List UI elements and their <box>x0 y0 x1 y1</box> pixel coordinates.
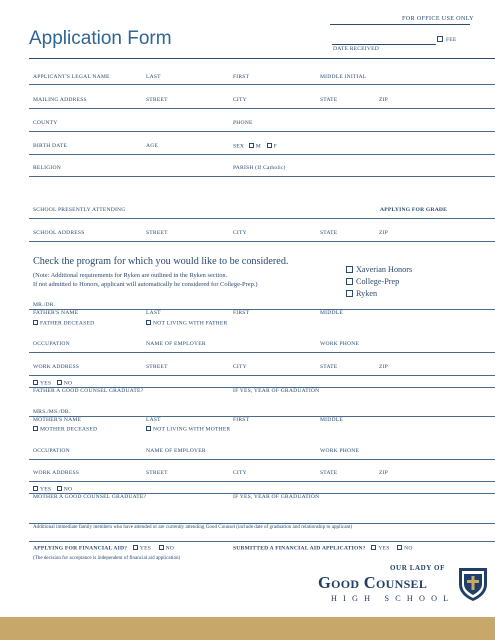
religion-label: RELIGION <box>33 165 62 171</box>
footer-gold-bar <box>0 617 495 640</box>
applying-aid-label: APPLYING FOR FINANCIAL AID? <box>33 545 128 552</box>
program-option-college-prep[interactable] <box>346 277 399 286</box>
father-gc-yes-label: YES <box>40 380 52 387</box>
school-zip: ZIP <box>379 230 388 236</box>
mother-gc-yes-checkbox[interactable] <box>33 486 38 491</box>
father-occupation-label: OCCUPATION <box>33 341 70 347</box>
father-not-living-label: NOT LIVING WITH FATHER <box>153 320 228 327</box>
mailing-street: STREET <box>146 97 168 103</box>
mother-not-living-option[interactable] <box>146 426 230 433</box>
logo-our-lady-text: OUR LADY OF <box>390 564 445 572</box>
family-members-label: Additional immediate family members who have attended or are currently attending Good Counsel (include date of graduation and relationship to applicant) <box>33 524 353 530</box>
mother-employer-label: NAME OF EMPLOYER <box>146 448 206 454</box>
applying-grade-label: APPLYING FOR GRADE <box>380 207 448 213</box>
father-not-living-option[interactable] <box>146 320 227 327</box>
parish-label: PARISH (If Catholic) <box>233 165 286 171</box>
school-address-label: SCHOOL ADDRESS <box>33 230 85 236</box>
mother-not-living-checkbox[interactable] <box>146 426 151 431</box>
religion-row-line[interactable] <box>29 176 495 177</box>
form-top-border <box>29 58 495 59</box>
father-deceased-checkbox[interactable] <box>33 320 38 325</box>
mother-work-city: CITY <box>233 470 247 476</box>
mother-occupation-row-line[interactable] <box>29 459 495 460</box>
legal-name-middle-initial: MIDDLE INITIAL <box>320 74 367 80</box>
mother-deceased-option[interactable] <box>33 426 97 433</box>
father-not-living-checkbox[interactable] <box>146 320 151 325</box>
father-middle: MIDDLE <box>320 310 343 316</box>
mother-deceased-label: MOTHER DECEASED <box>40 426 98 433</box>
father-work-phone-label: WORK PHONE <box>320 341 360 347</box>
mailing-row-line[interactable] <box>29 108 495 109</box>
mother-last: LAST <box>146 417 161 423</box>
legal-name-row-line[interactable] <box>29 84 495 85</box>
ryken-checkbox[interactable] <box>346 290 353 297</box>
birth-date-label: BIRTH DATE <box>33 143 68 149</box>
county-label: COUNTY <box>33 120 58 126</box>
mother-gc-yes-no[interactable] <box>33 486 72 493</box>
age-label: AGE <box>146 143 159 149</box>
mother-salutation: MRS./MS./DR. <box>33 409 71 415</box>
mailing-zip: ZIP <box>379 97 388 103</box>
father-name-row-line[interactable] <box>29 309 495 310</box>
father-work-address-label: WORK ADDRESS <box>33 364 80 370</box>
father-gc-grad-label: FATHER A GOOD COUNSEL GRADUATE? <box>33 388 144 394</box>
county-row-line[interactable] <box>29 131 495 132</box>
father-gc-no-checkbox[interactable] <box>57 380 62 385</box>
mother-work-address-label: WORK ADDRESS <box>33 470 80 476</box>
mother-gc-grad-label: MOTHER A GOOD COUNSEL GRADUATE? <box>33 494 147 500</box>
mother-work-phone-label: WORK PHONE <box>320 448 360 454</box>
sex-m-checkbox[interactable] <box>249 143 254 148</box>
office-use-divider <box>330 24 470 25</box>
program-option-xaverian[interactable] <box>346 265 412 274</box>
xaverian-label: Xaverian Honors <box>356 265 413 274</box>
submitted-no-checkbox[interactable] <box>397 545 402 550</box>
father-gc-row-line[interactable] <box>29 387 495 388</box>
father-work-state: STATE <box>320 364 338 370</box>
program-heading: Check the program for which you would like to be considered. <box>33 256 289 267</box>
college-prep-label: College-Prep <box>356 277 400 286</box>
aid-no-checkbox[interactable] <box>159 545 164 550</box>
father-salutation: MR./DR. <box>33 302 56 308</box>
sex-label-text: SEX <box>233 143 245 150</box>
mother-name-label: MOTHER'S NAME <box>33 417 82 423</box>
father-gc-yes-no[interactable] <box>33 380 72 387</box>
legal-name-last: LAST <box>146 74 161 80</box>
mother-middle: MIDDLE <box>320 417 343 423</box>
legal-name-first: FIRST <box>233 74 250 80</box>
logo-name-text: Good Counsel <box>318 573 428 592</box>
mother-gc-yes-label: YES <box>40 486 52 493</box>
page-title: Application Form <box>29 28 172 49</box>
school-state: STATE <box>320 230 338 236</box>
father-first: FIRST <box>233 310 250 316</box>
mother-work-row-line[interactable] <box>29 481 495 482</box>
father-work-street: STREET <box>146 364 168 370</box>
school-row-line[interactable] <box>29 218 495 219</box>
father-deceased-option[interactable] <box>33 320 94 327</box>
mother-work-street: STREET <box>146 470 168 476</box>
father-employer-label: NAME OF EMPLOYER <box>146 341 206 347</box>
father-deceased-label: FATHER DECEASED <box>40 320 95 327</box>
family-row-line-2[interactable] <box>29 541 495 542</box>
mailing-state: STATE <box>320 97 338 103</box>
legal-name-label: APPLICANT'S LEGAL NAME <box>33 74 110 80</box>
submitted-aid-label: SUBMITTED A FINANCIAL AID APPLICATION? <box>233 545 366 552</box>
father-work-row-line[interactable] <box>29 375 495 376</box>
mother-gc-no-label: NO <box>63 486 73 493</box>
mother-not-living-label: NOT LIVING WITH MOTHER <box>153 426 231 433</box>
father-name-label: FATHER'S NAME <box>33 310 79 316</box>
logo-high-school-text: HIGH SCHOOL <box>331 594 455 603</box>
mother-first: FIRST <box>233 417 250 423</box>
phone-label: PHONE <box>233 120 253 126</box>
sex-f-checkbox[interactable] <box>267 143 272 148</box>
aid-yes-checkbox[interactable] <box>133 545 138 550</box>
birth-row-line[interactable] <box>29 154 495 155</box>
submitted-yes-label: YES <box>378 545 390 552</box>
date-received-label: DATE RECEIVED <box>333 46 379 52</box>
date-received-line[interactable] <box>332 44 436 45</box>
mother-occupation-label: OCCUPATION <box>33 448 70 454</box>
sex-m-label: M <box>255 143 261 150</box>
mother-gc-no-checkbox[interactable] <box>57 486 62 491</box>
sex-label <box>233 143 277 150</box>
college-prep-checkbox[interactable] <box>346 278 353 285</box>
submitted-no-label: NO <box>404 545 413 552</box>
program-option-ryken[interactable] <box>346 289 377 298</box>
aid-disclaimer: (The decision for acceptance is independent of financial aid application) <box>33 555 181 561</box>
mother-work-state: STATE <box>320 470 338 476</box>
school-street: STREET <box>146 230 168 236</box>
aid-yes-label: YES <box>139 545 152 552</box>
office-use-label: FOR OFFICE USE ONLY <box>402 15 474 22</box>
mother-name-row-line[interactable] <box>29 416 495 417</box>
father-work-zip: ZIP <box>379 364 388 370</box>
fee-checkbox[interactable] <box>437 36 443 42</box>
submitted-aid-row <box>233 545 413 552</box>
school-address-row-line[interactable] <box>29 241 495 242</box>
family-row-line[interactable] <box>29 523 495 524</box>
school-crest-icon <box>456 566 490 602</box>
mailing-address-label: MAILING ADDRESS <box>33 97 87 103</box>
mother-deceased-checkbox[interactable] <box>33 426 38 431</box>
submitted-yes-checkbox[interactable] <box>371 545 376 550</box>
program-note-1: (Note: Additional requirements for Ryken are outlined in the Ryken section. <box>33 272 228 279</box>
ryken-label: Ryken <box>356 289 378 298</box>
mother-work-zip: ZIP <box>379 470 388 476</box>
father-occupation-row-line[interactable] <box>29 352 495 353</box>
father-work-city: CITY <box>233 364 247 370</box>
school-city: CITY <box>233 230 247 236</box>
xaverian-checkbox[interactable] <box>346 266 353 273</box>
sex-f-label: F <box>273 143 277 150</box>
father-gc-no-label: NO <box>63 380 73 387</box>
financial-aid-row <box>33 545 174 552</box>
mother-gc-row-line[interactable] <box>29 493 495 494</box>
aid-no-label: NO <box>165 545 175 552</box>
mother-grad-year-label: IF YES, YEAR OF GRADUATION <box>233 494 320 500</box>
father-last: LAST <box>146 310 161 316</box>
father-grad-year-label: IF YES, YEAR OF GRADUATION <box>233 388 320 394</box>
mailing-city: CITY <box>233 97 247 103</box>
school-present-label: SCHOOL PRESENTLY ATTENDING <box>33 207 126 213</box>
father-gc-yes-checkbox[interactable] <box>33 380 38 385</box>
fee-label: FEE <box>446 37 457 43</box>
program-note-2: If not admitted to Honors, applicant will automatically be considered for College-Prep.) <box>33 281 258 288</box>
